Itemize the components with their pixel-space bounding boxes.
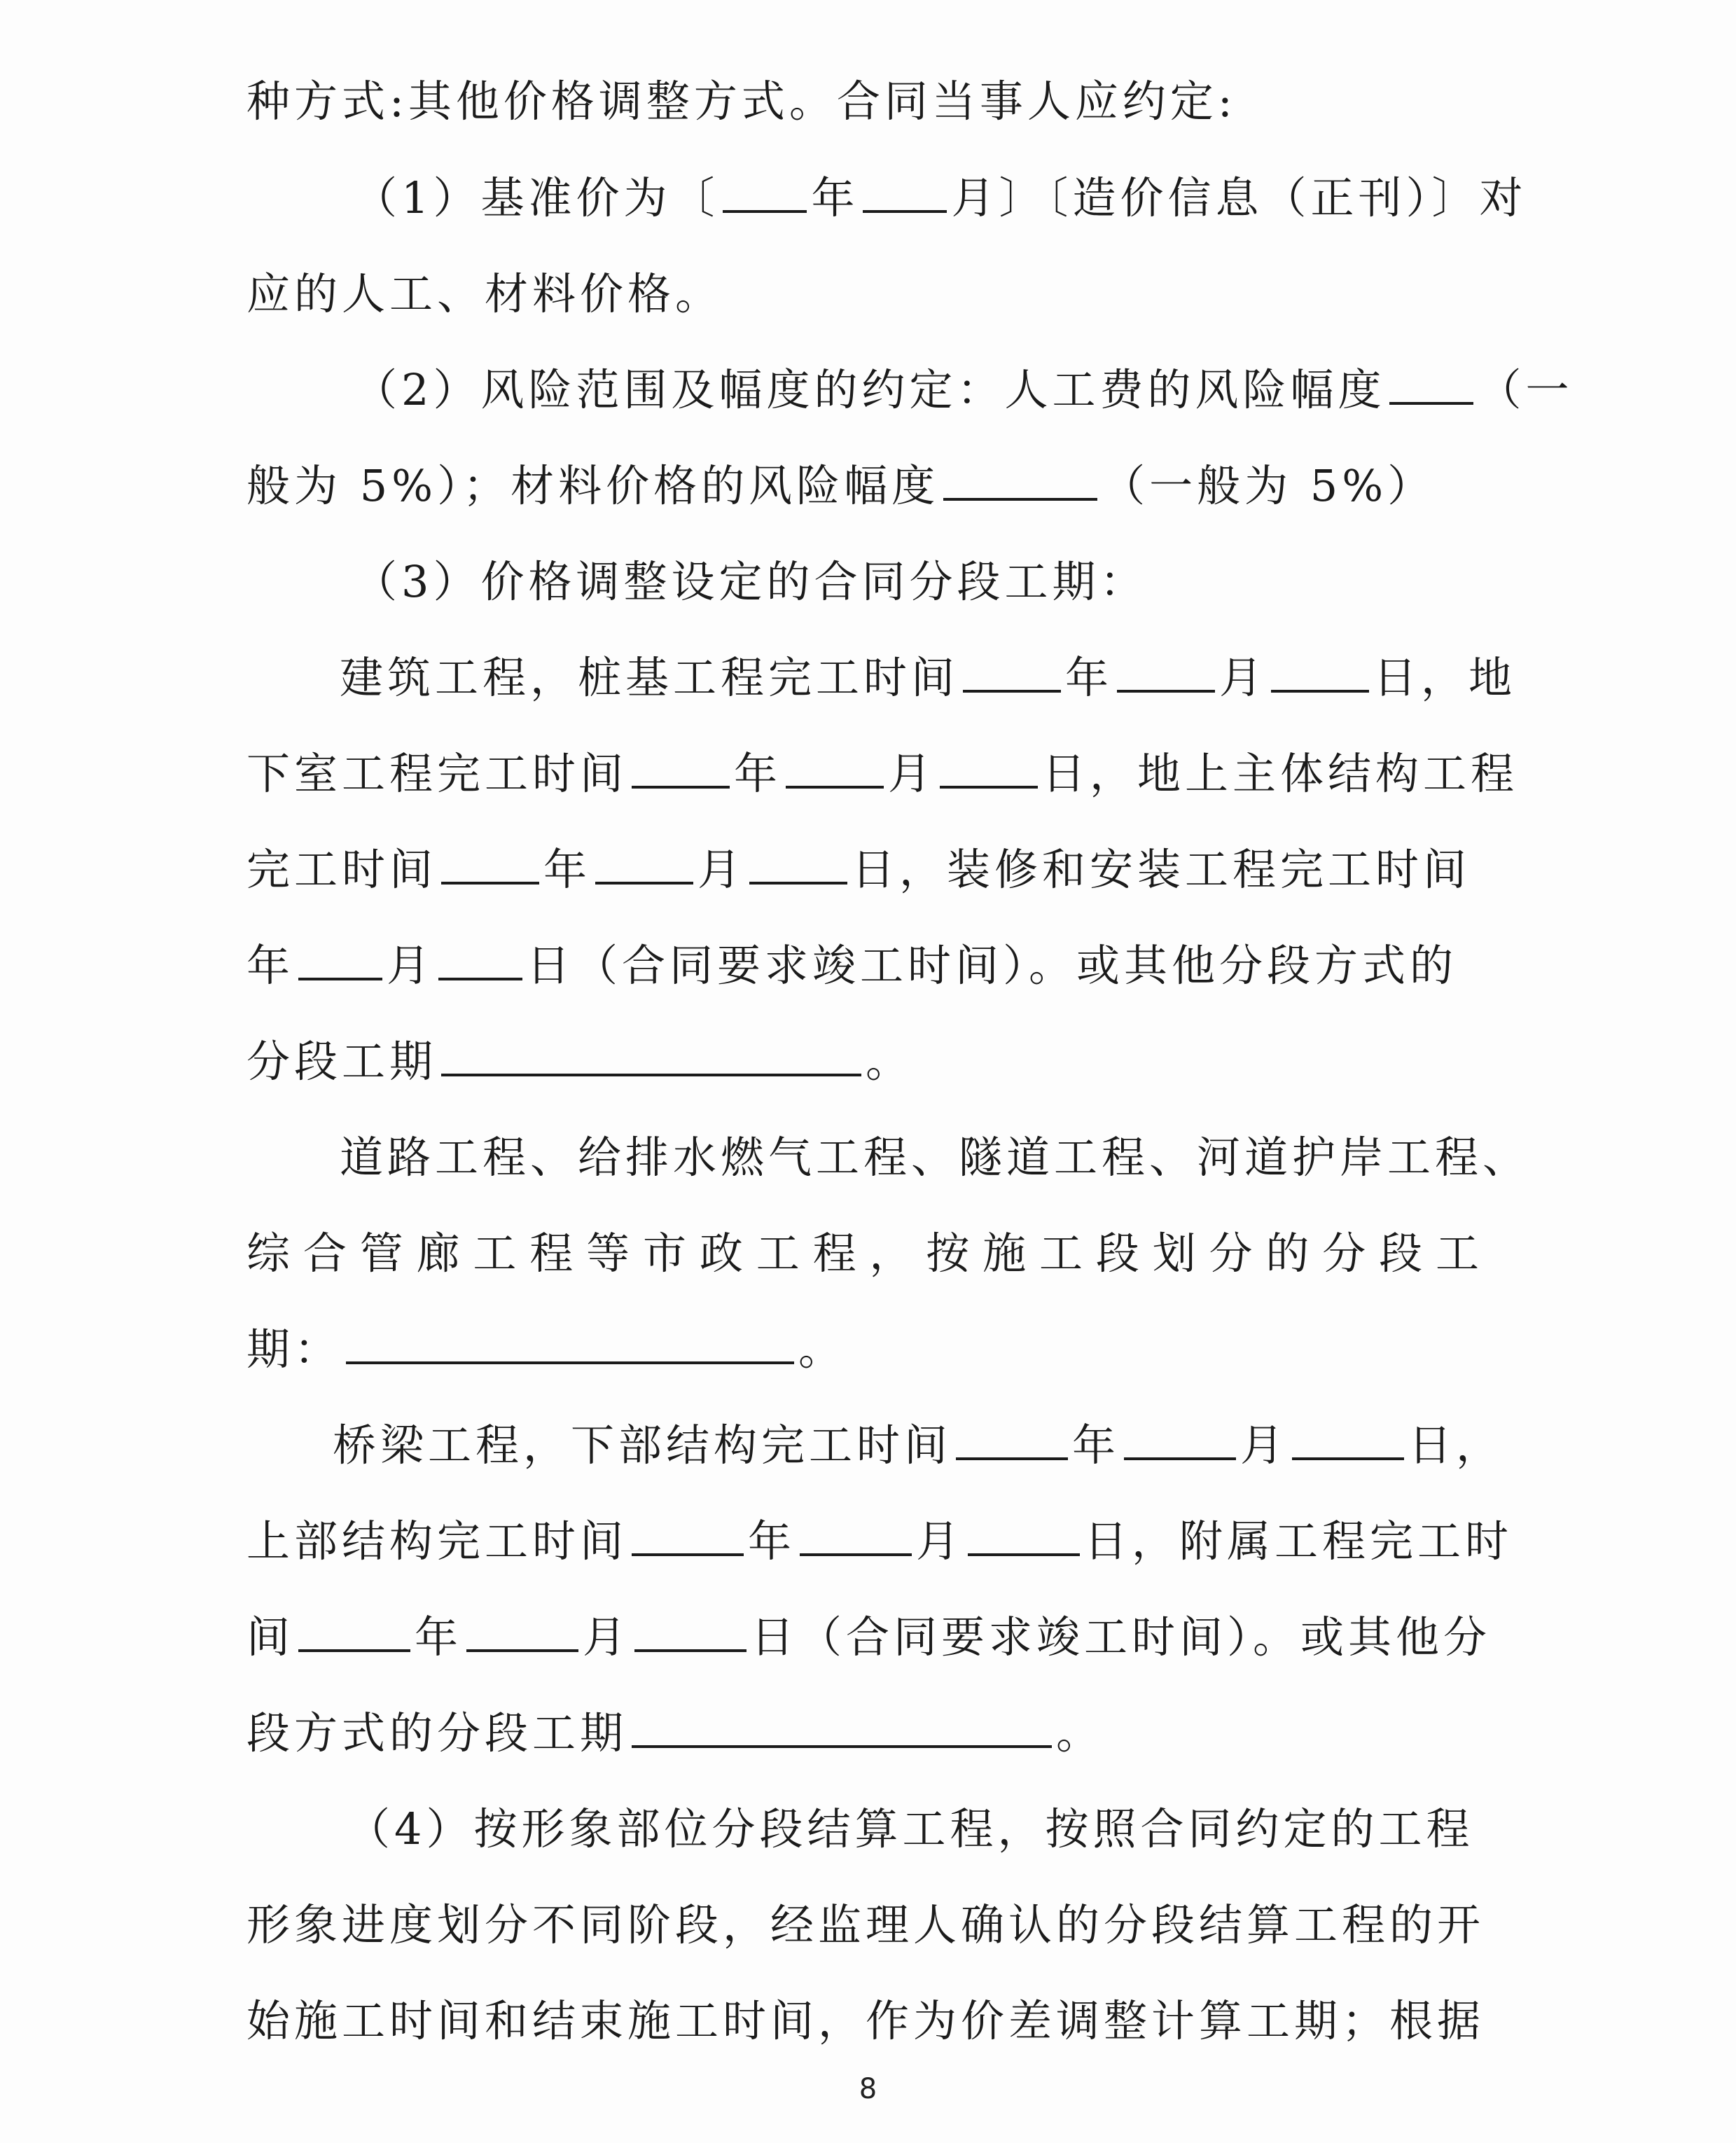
- text-segment: （1）基准价为〔: [354, 172, 719, 223]
- text-segment: 建筑工程，桩基工程完工时间: [340, 652, 959, 703]
- text-segment: 形象进度划分不同阶段，经监理人确认的分段结算工程的开: [246, 1899, 1485, 1950]
- text-segment: 日，地上主体结构工程: [1042, 748, 1519, 799]
- text-line: [246, 1983, 1485, 2060]
- text-segment: 月: [583, 1611, 631, 1663]
- text-segment: 。: [1056, 1707, 1104, 1759]
- text-segment: 日，装修和安装工程完工时间: [852, 844, 1471, 895]
- blank-underline: [632, 1511, 744, 1556]
- blank-underline: [1117, 648, 1215, 693]
- text-segment: 年: [246, 940, 295, 991]
- text-segment: 年: [1065, 652, 1113, 703]
- text-segment: 。: [798, 1324, 847, 1375]
- blank-underline: [346, 1319, 794, 1364]
- text-segment: 月: [387, 940, 435, 991]
- text-line: [246, 63, 1479, 140]
- blank-underline: [940, 744, 1038, 789]
- blank-underline: [963, 648, 1061, 693]
- text-segment: 上部结构完工时间: [246, 1516, 628, 1567]
- text-segment: 月: [1219, 652, 1268, 703]
- text-segment: 日（合同要求竣工时间）。或其他分: [751, 1611, 1492, 1663]
- text-segment: （一: [1478, 364, 1574, 415]
- text-segment: 。: [866, 1036, 914, 1087]
- blank-underline: [438, 936, 522, 980]
- text-segment: 分段工期: [246, 1036, 438, 1087]
- text-line: [246, 1311, 1479, 1388]
- text-line: [340, 639, 1517, 716]
- blank-underline: [298, 1607, 410, 1652]
- blank-underline: [441, 1032, 861, 1076]
- blank-underline: [634, 1607, 747, 1652]
- blank-underline: [1292, 1415, 1404, 1460]
- text-segment: 下室工程完工时间: [246, 748, 628, 799]
- text-segment: 年: [415, 1611, 463, 1663]
- blank-underline: [943, 456, 1097, 501]
- text-line: [246, 735, 1519, 812]
- text-line: [246, 927, 1479, 1004]
- blank-underline: [1271, 648, 1369, 693]
- text-segment: 桥梁工程，下部结构完工时间: [333, 1420, 952, 1471]
- text-segment: 完工时间: [246, 844, 438, 895]
- text-line: [354, 352, 1574, 429]
- text-line: [347, 1791, 1479, 1868]
- text-segment: 综合管廊工程等市政工程，按施工段划分的分段工: [246, 1228, 1479, 1279]
- text-segment: 年: [748, 1516, 796, 1567]
- text-line: [246, 1503, 1513, 1580]
- text-segment: 应的人工、材料价格。: [246, 268, 723, 319]
- text-line: [246, 1599, 1492, 1676]
- text-segment: 月: [697, 844, 746, 895]
- text-line: [246, 1887, 1485, 1964]
- blank-underline: [298, 936, 382, 980]
- blank-underline: [956, 1415, 1068, 1460]
- text-segment: 年: [1072, 1420, 1120, 1471]
- text-segment: （3）价格调整设定的合同分段工期：: [354, 556, 1148, 607]
- text-segment: 月〕〔造价信息（正刊）〕对: [951, 172, 1527, 223]
- blank-underline: [968, 1511, 1080, 1556]
- text-segment: 期：: [246, 1324, 342, 1375]
- text-segment: 日，附属工程完工时: [1084, 1516, 1513, 1567]
- text-line: [354, 160, 1527, 237]
- blank-underline: [786, 744, 884, 789]
- text-segment: （一般为 5%）: [1102, 460, 1436, 511]
- text-segment: 道路工程、给排水燃气工程、隧道工程、河道护岸工程、: [340, 1132, 1531, 1183]
- text-segment: 日，地: [1373, 652, 1517, 703]
- text-line: [246, 448, 1479, 525]
- blank-underline: [1124, 1415, 1236, 1460]
- text-segment: 年: [811, 172, 859, 223]
- page-number: 8: [859, 2073, 877, 2105]
- text-segment: （4）按形象部位分段结算工程，按照合同约定的工程: [347, 1803, 1474, 1854]
- text-segment: 年: [543, 844, 592, 895]
- text-line: [246, 1695, 1479, 1772]
- text-line: [340, 1119, 1531, 1196]
- text-line: [246, 256, 1479, 333]
- text-line: [246, 831, 1479, 908]
- text-line: [333, 1407, 1504, 1484]
- text-segment: 年: [734, 748, 782, 799]
- blank-underline: [800, 1511, 912, 1556]
- text-line: [354, 543, 1479, 620]
- blank-underline: [441, 840, 539, 885]
- text-segment: 般为 5%）；材料价格的风险幅度: [246, 460, 940, 511]
- blank-underline: [466, 1607, 578, 1652]
- text-segment: 月: [1240, 1420, 1289, 1471]
- text-segment: 日（合同要求竣工时间）。或其他分段方式的: [527, 940, 1458, 991]
- blank-underline: [723, 168, 807, 213]
- text-line: [246, 1215, 1479, 1292]
- text-segment: （2）风险范围及幅度的约定：人工费的风险幅度: [354, 364, 1386, 415]
- text-segment: 月: [888, 748, 936, 799]
- blank-underline: [595, 840, 693, 885]
- blank-underline: [1389, 360, 1473, 405]
- blank-underline: [749, 840, 847, 885]
- text-line: [246, 1023, 1479, 1100]
- text-segment: 种方式:其他价格调整方式。合同当事人应约定:: [246, 76, 1237, 127]
- blank-underline: [632, 1703, 1052, 1748]
- blank-underline: [632, 744, 730, 789]
- blank-underline: [863, 168, 947, 213]
- text-segment: 月: [916, 1516, 964, 1567]
- text-segment: 段方式的分段工期: [246, 1707, 628, 1759]
- text-segment: 间: [246, 1611, 295, 1663]
- text-segment: 日，: [1408, 1420, 1504, 1471]
- text-segment: 始施工时间和结束施工时间，作为价差调整计算工期；根据: [246, 1995, 1485, 2046]
